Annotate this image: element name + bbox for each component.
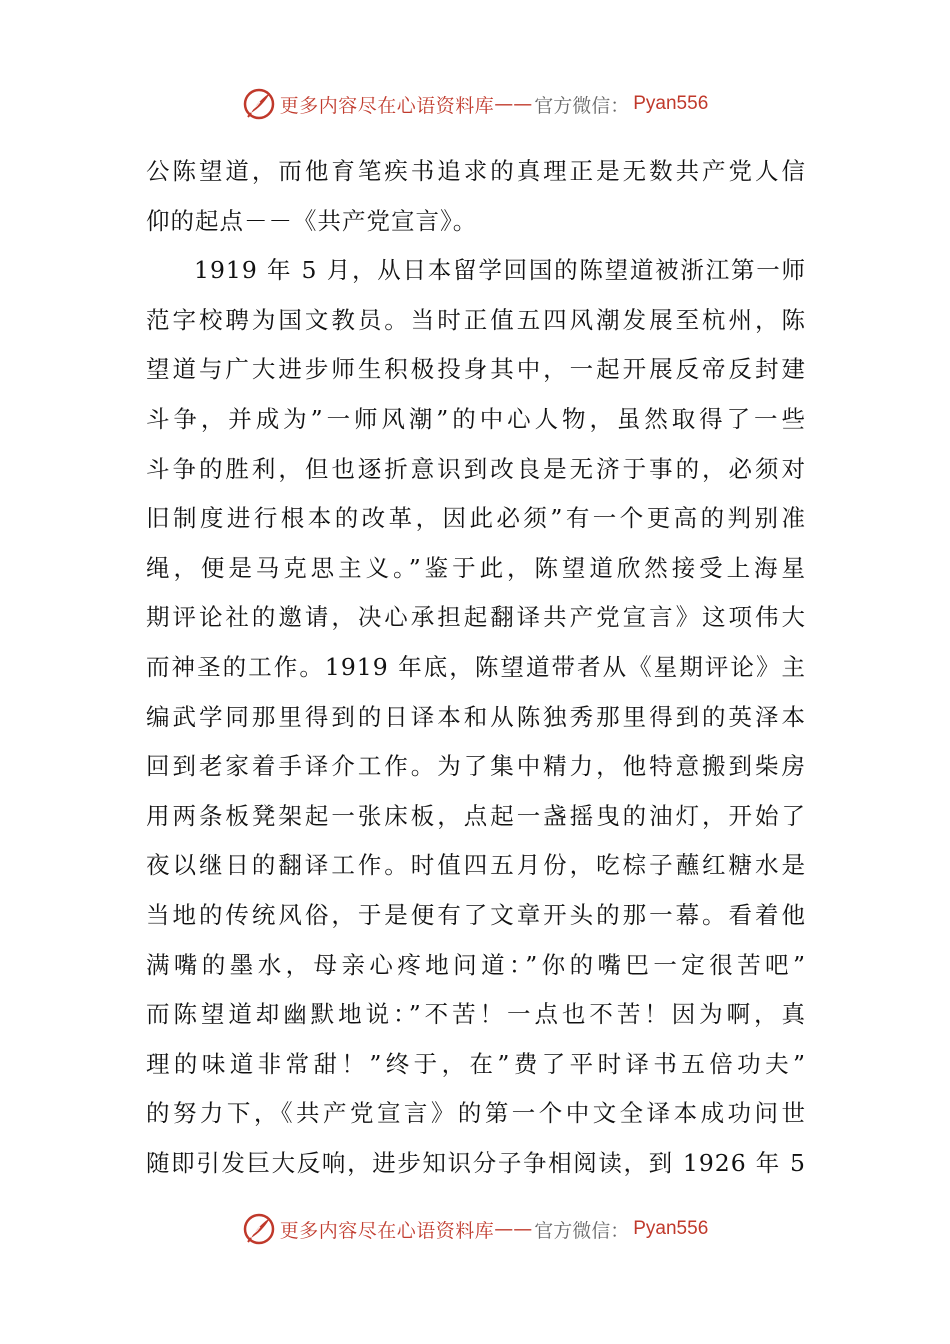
quill-logo-icon	[242, 1212, 276, 1246]
text-line: 斗争的胜利，但也逐折意识到改良是无济于事的，必须对	[146, 454, 806, 483]
text-line: 回到老家着手译介工作。为了集中精力，他特意搬到柴房	[146, 752, 806, 781]
text-line: 期评论社的邀请，决心承担起翻译共产党宣言》这项伟大	[146, 603, 806, 632]
text-line: 编武学同那里得到的日译本和从陈独秀那里得到的英泽本	[146, 702, 806, 731]
banner-wechat-id: Pyan556	[633, 93, 709, 114]
text-line: 斗争，并成为”一师风潮”的中心人物，虽然取得了一些	[146, 404, 806, 433]
quill-logo-icon	[242, 87, 276, 121]
text-line: 的努力下，《共产党宣言》的第一个中文全译本成功问世	[146, 1099, 806, 1128]
banner-text: 更多内容尽在心语资料库	[279, 1219, 495, 1242]
document-body	[146, 147, 806, 1188]
text-line: 范字校聘为国文教员。当时正值五四风潮发展至杭州，陈	[146, 305, 806, 334]
text-line: 望道与广大进步师生积极投身其中，一起开展反帝反封建	[146, 355, 806, 384]
text-line: 理的味道非常甜！”终于，在”费了平时译书五倍功夫”	[146, 1049, 806, 1078]
banner-dash: ——	[494, 93, 533, 115]
text-line: 随即引发巨大反响，进步知识分子争相阅读，到 1926 年 5	[146, 1148, 806, 1177]
text-line: 而陈望道却幽默地说：”不苦！一点也不苦！因为啊，真	[146, 1000, 806, 1029]
text-line: 满嘴的墨水，母亲心疼地问道：”你的嘴巴一定很苦吧”	[146, 950, 806, 979]
banner-wechat-id: Pyan556	[633, 1218, 709, 1239]
banner-dash: ——	[494, 1218, 533, 1240]
banner-label: 官方微信：	[534, 1219, 630, 1242]
header-banner	[0, 84, 950, 124]
paragraph	[146, 147, 806, 246]
text-line: 旧制度进行根本的改革，因此必须”有一个更高的判别准	[146, 504, 806, 533]
text-line: 仰的起点－－《共产党宣言》。	[146, 206, 478, 235]
footer-banner	[0, 1209, 950, 1249]
text-line: 公陈望道，而他育笔疾书追求的真理正是无数共产党人信	[146, 157, 806, 185]
paragraph	[146, 246, 806, 1188]
banner-text: 更多内容尽在心语资料库	[279, 94, 495, 117]
text-line: 1919 年 5 月，从日本留学回国的陈望道被浙江第一师	[194, 256, 806, 285]
text-line: 当地的传统风俗，于是便有了文章开头的那一幕。看着他	[146, 900, 806, 929]
text-line: 而神圣的工作。1919 年底，陈望道带者从《星期评论》主	[146, 652, 806, 681]
text-line: 绳，便是马克思主义。”鉴于此，陈望道欣然接受上海星	[146, 553, 806, 582]
text-line: 夜以继日的翻译工作。时值四五月份，吃棕子蘸红糖水是	[146, 851, 806, 880]
banner-label: 官方微信：	[534, 94, 630, 117]
text-line: 用两条板凳架起一张床板，点起一盏摇曳的油灯，开始了	[146, 801, 806, 830]
